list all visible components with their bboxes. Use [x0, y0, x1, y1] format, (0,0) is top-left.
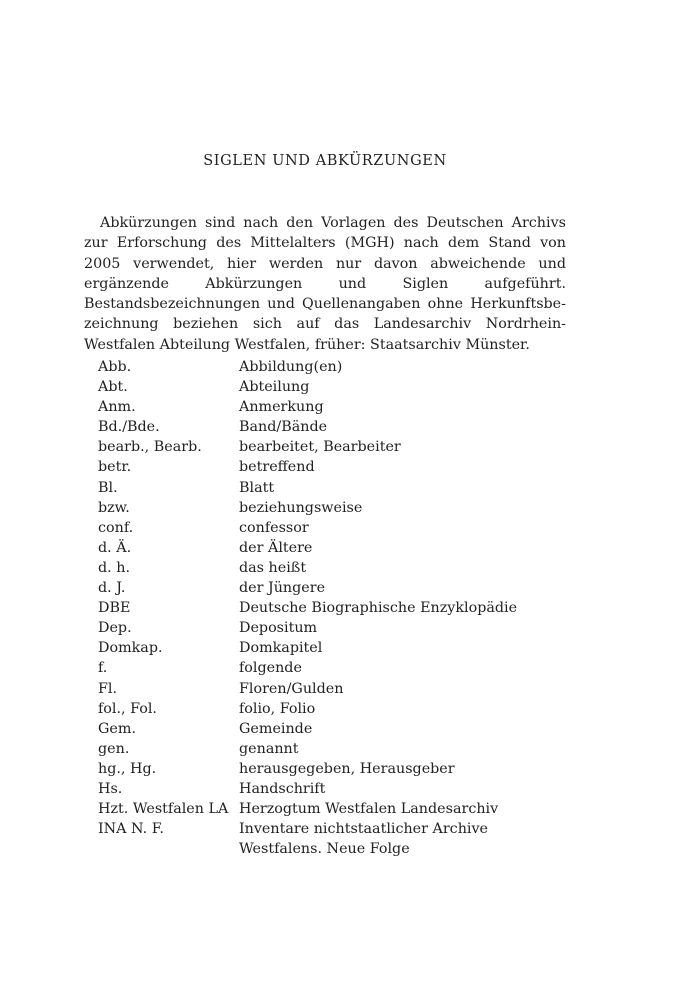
abbreviation-term: f.	[98, 660, 108, 677]
abbreviation-meaning: Handschrift	[239, 780, 326, 797]
abbreviation-meaning: Band/Bände	[239, 419, 328, 436]
abbreviation-term: d. h.	[98, 559, 130, 576]
abbreviation-meaning: Herzogtum Westfalen Landesarchiv	[239, 801, 499, 818]
abbreviation-meaning: Blatt	[239, 479, 275, 496]
abbreviation-row	[98, 679, 566, 699]
abbreviation-row	[98, 779, 566, 799]
abbreviation-term: Hzt. Westfalen LA	[98, 801, 229, 818]
abbreviation-term: d. J.	[98, 580, 126, 597]
abbreviation-row	[98, 699, 566, 719]
abbreviation-meaning: folgende	[239, 660, 302, 677]
abbreviation-row	[98, 538, 566, 558]
abbreviation-meaning: Anmerkung	[239, 399, 324, 416]
abbreviation-row	[98, 739, 566, 759]
abbreviation-term: Fl.	[98, 680, 118, 697]
abbreviation-meaning: der Ältere	[239, 539, 313, 556]
abbreviation-list	[98, 357, 566, 859]
abbreviation-term: bearb., Bearb.	[98, 439, 202, 456]
abbreviation-row	[98, 377, 566, 397]
abbreviation-row	[98, 478, 566, 498]
abbreviation-term: DBE	[98, 600, 131, 617]
abbreviation-row	[98, 638, 566, 658]
abbreviation-row	[98, 357, 566, 377]
abbreviation-meaning: Inventare nichtstaatlicher Archive Westfalens. Neue Folge	[239, 821, 489, 858]
abbreviation-term: Bl.	[98, 479, 118, 496]
abbreviation-term: gen.	[98, 740, 130, 757]
abbreviation-meaning: Abbildung(en)	[239, 359, 343, 375]
abbreviation-meaning: das heißt	[239, 559, 307, 576]
abbreviation-row	[98, 719, 566, 739]
abbreviation-term: Anm.	[98, 399, 136, 416]
abbreviation-meaning: Floren/Gulden	[239, 680, 344, 697]
abbreviation-term: Gem.	[98, 720, 136, 737]
abbreviation-term: Domkap.	[98, 640, 163, 657]
abbreviation-meaning: Deutsche Biographische Enzyklopädie	[239, 600, 518, 617]
abbreviation-meaning: genannt	[239, 740, 299, 757]
abbreviation-term: Hs.	[98, 780, 123, 797]
abbreviation-row	[98, 558, 566, 578]
abbreviation-meaning: Domkapitel	[239, 640, 323, 657]
abbreviation-row	[98, 397, 566, 417]
abbreviation-meaning: herausgegeben, Herausgeber	[239, 760, 455, 777]
abbreviation-row	[98, 498, 566, 518]
abbreviation-row	[98, 618, 566, 638]
abbreviation-row	[98, 759, 566, 779]
abbreviation-meaning: betreffend	[239, 459, 315, 476]
abbreviation-term: INA N. F.	[98, 821, 164, 838]
intro-paragraph: Abkürzungen sind nach den Vorlagen des Deutschen Archivs zur Erforschung des Mittelalters (MGH) nach dem Stand von 2005 verwendet, hier werden nur davon abweichende und ergänzende Abkürzungen und Siglen aufgeführt. Bestandsbezeichnungen und Quellenangaben ohne Herkunftsbezeichnung beziehen sich auf das Landesarchiv Nordrhein-Westfalen Abteilung Westfalen, früher: Staatsarchiv Münster.	[84, 215, 566, 353]
abbreviation-meaning: folio, Folio	[239, 700, 316, 717]
abbreviation-term: Abb.	[98, 359, 132, 375]
abbreviation-meaning: confessor	[239, 519, 309, 536]
abbreviation-meaning: der Jüngere	[239, 580, 326, 597]
abbreviation-term: d. Ä.	[98, 539, 132, 556]
abbreviation-term: fol., Fol.	[98, 700, 157, 717]
abbreviation-term: bzw.	[98, 499, 130, 516]
abbreviation-meaning: Abteilung	[239, 379, 310, 396]
abbreviation-row	[98, 518, 566, 538]
abbreviation-row	[98, 799, 566, 819]
abbreviation-meaning: bearbeitet, Bearbeiter	[239, 439, 401, 456]
abbreviation-term: Abt.	[98, 379, 128, 396]
abbreviation-row	[98, 437, 566, 457]
page-title: SIGLEN UND ABKÜRZUNGEN	[203, 153, 447, 169]
abbreviation-meaning: Gemeinde	[239, 720, 313, 737]
abbreviation-term: Dep.	[98, 620, 132, 637]
abbreviation-row	[98, 417, 566, 437]
abbreviation-row	[98, 578, 566, 598]
abbreviation-row	[98, 658, 566, 678]
abbreviation-term: Bd./Bde.	[98, 419, 160, 436]
abbreviation-term: betr.	[98, 459, 132, 476]
abbreviation-term: conf.	[98, 519, 134, 536]
abbreviation-row	[98, 598, 566, 618]
abbreviation-row	[98, 819, 566, 859]
abbreviation-meaning: beziehungsweise	[239, 499, 363, 516]
abbreviation-row	[98, 457, 566, 477]
abbreviation-meaning: Depositum	[239, 620, 318, 637]
abbreviation-term: hg., Hg.	[98, 760, 157, 777]
